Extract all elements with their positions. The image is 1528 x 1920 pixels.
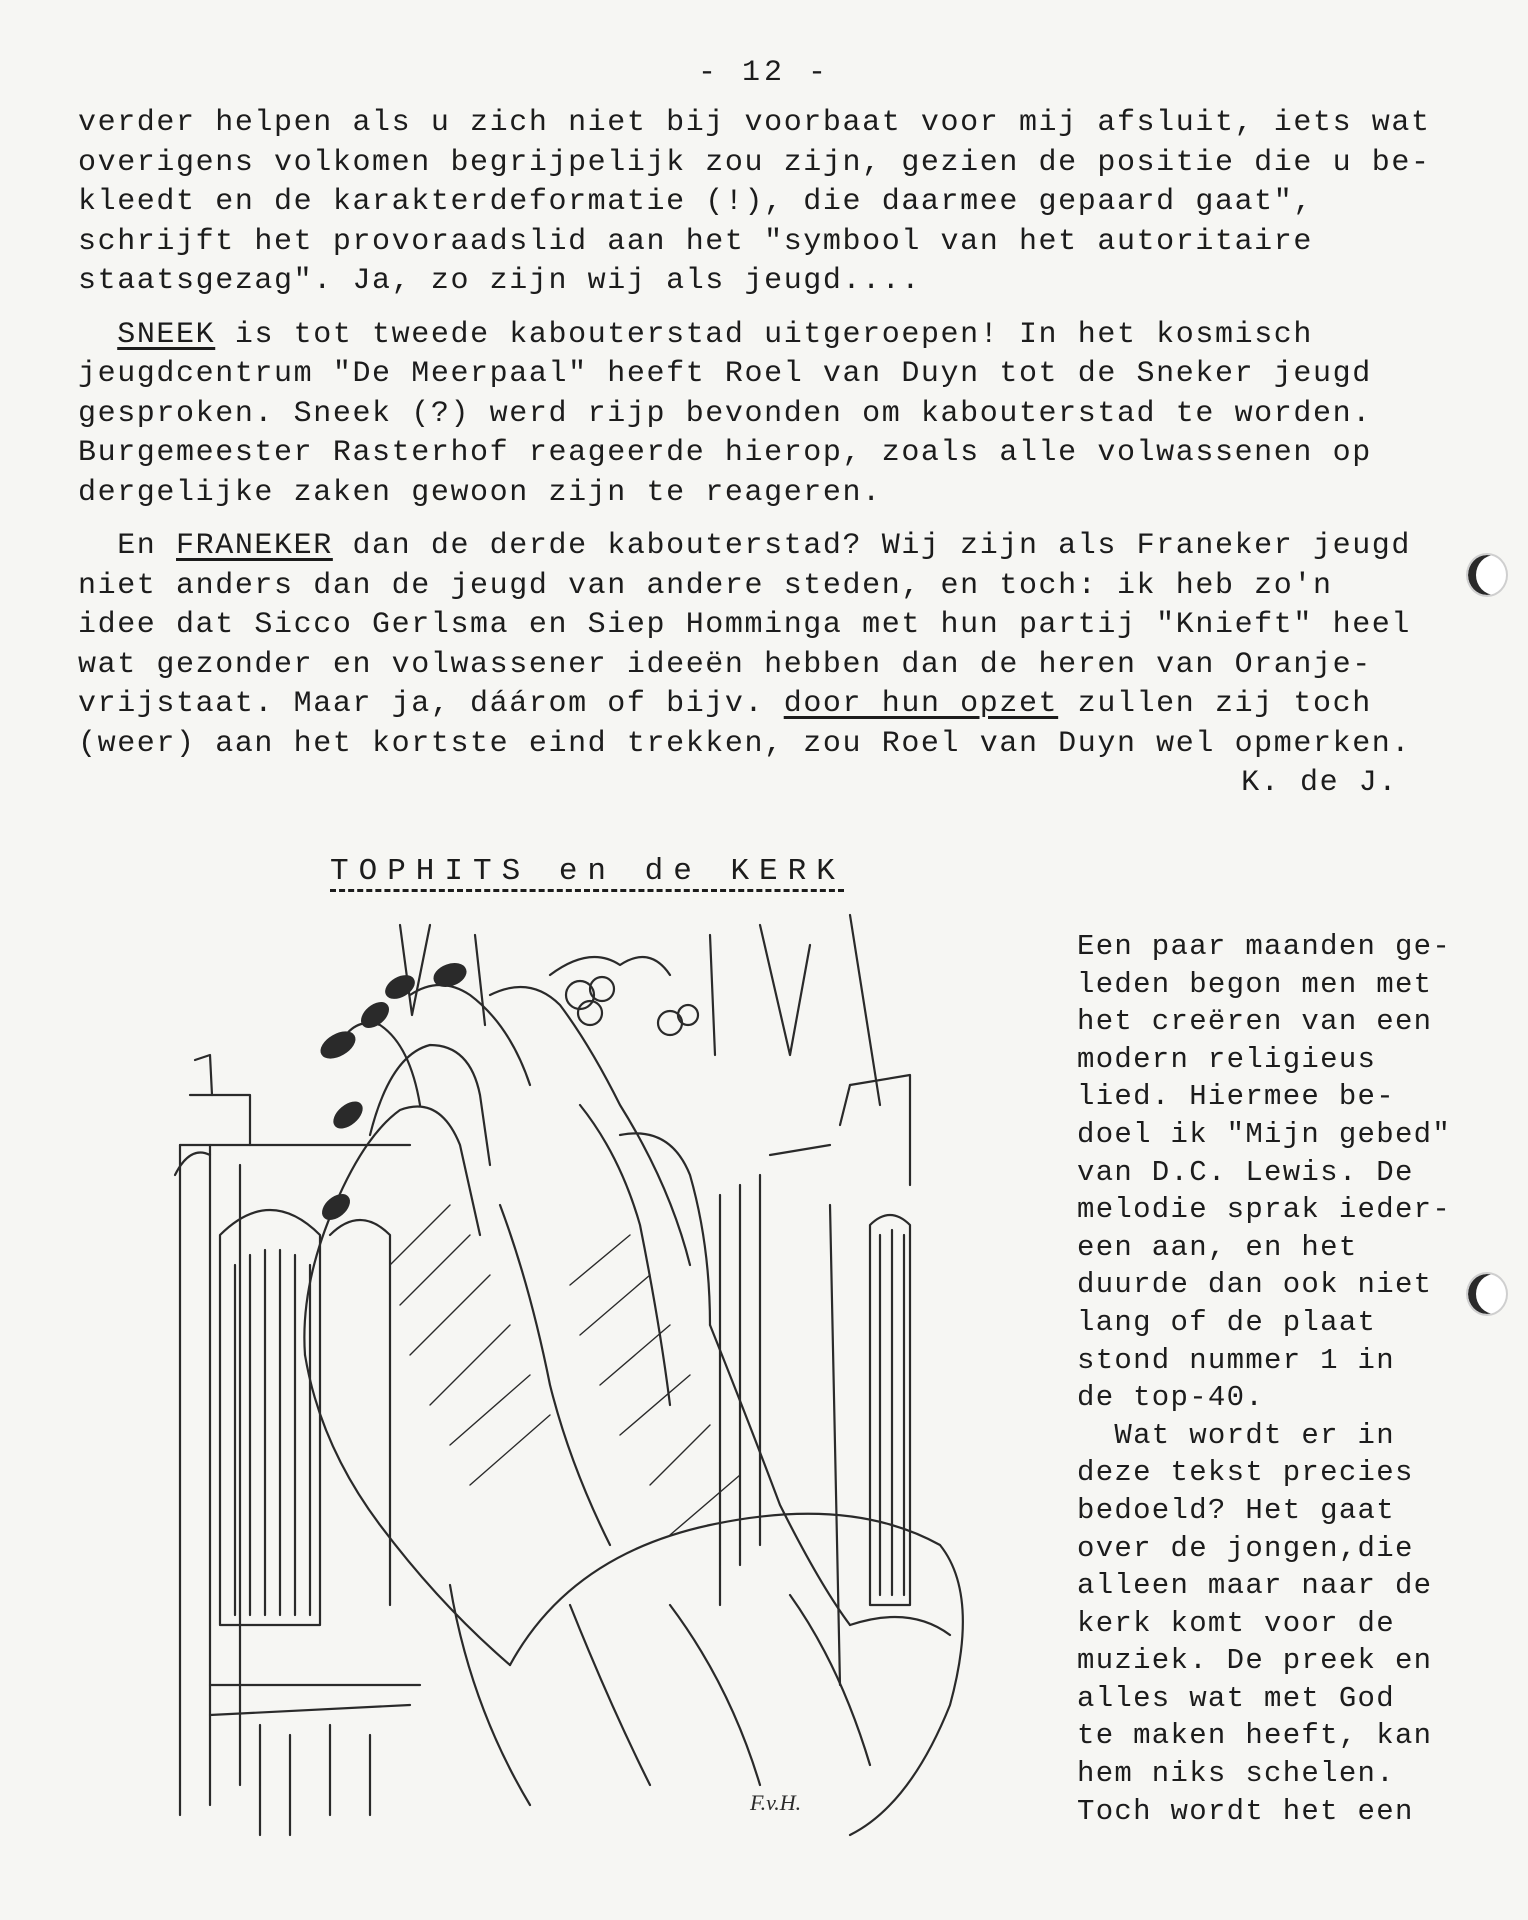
text-line: Toch wordt het een [1077, 1794, 1414, 1828]
text-line: dergelijke zaken gewoon zijn te reageren. [78, 475, 882, 510]
text-line: kleedt en de karakterdeformatie (!), die daarmee gepaard gaat", [78, 185, 1313, 219]
punch-hole-top [1466, 553, 1508, 597]
text-line: (weer) aan het kortste eind trekken, zou Roel van Duyn wel opmerken. [78, 726, 1411, 761]
page-number: - 12 - [697, 56, 831, 90]
indent [78, 318, 117, 352]
text-line: over de jongen,die [1077, 1531, 1414, 1565]
underlined-franeker: FRANEKER [176, 529, 333, 563]
text-line: deze tekst precies [1077, 1456, 1414, 1490]
text-line: Een paar maanden ge- [1077, 930, 1452, 963]
praying-hands-illustration [150, 905, 1080, 1845]
text-line: jeugdcentrum "De Meerpaal" heeft Roel van Duyn tot de Sneker jeugd [78, 357, 1372, 391]
text-line: Wat wordt er in [1077, 1418, 1395, 1452]
text-line: modern religieus [1077, 1042, 1377, 1076]
paragraph-2 [78, 316, 1478, 514]
text-line: stond nummer 1 in [1077, 1343, 1395, 1377]
underlined-phrase: door hun opzet [783, 687, 1059, 721]
author-signature: K. de J. [1241, 766, 1398, 800]
text-line: hem niks schelen. [1077, 1757, 1395, 1791]
text-line: het creëren van een [1077, 1005, 1433, 1039]
text-segment: dan de derde kabouterstad? Wij zijn als Franeker jeugd [332, 529, 1412, 563]
text-segment: En [78, 529, 177, 563]
text-line: doel ik "Mijn gebed" [1077, 1117, 1452, 1151]
text-segment: is tot tweede kabouterstad uitgeroepen! In het kosmisch [215, 317, 1313, 352]
article-text-side [1077, 928, 1517, 1830]
text-line: leden begon men met [1077, 967, 1433, 1001]
text-line: van D.C. Lewis. De [1077, 1155, 1414, 1189]
article-title: TOPHITS en de KERK [330, 854, 845, 889]
text-line: kerk komt voor de [1077, 1606, 1395, 1640]
text-line: verder helpen als u zich niet bij voorbaat voor mij afsluit, iets wat [78, 106, 1431, 140]
text-segment: vrijstaat. Maar ja, dáárom of bijv. [78, 687, 784, 721]
text-line: bedoeld? Het gaat [1077, 1493, 1395, 1527]
text-line: idee dat Sicco Gerlsma en Siep Homminga met hun partij "Knieft" heel [78, 608, 1411, 642]
article-text-top [78, 104, 1478, 818]
text-segment: zullen zij toch [1058, 687, 1372, 721]
text-line: Burgemeester Rasterhof reageerde hierop, zoals alle volwassenen op [78, 436, 1372, 470]
text-line: lang of de plaat [1077, 1305, 1377, 1339]
paragraph-1 [78, 104, 1478, 302]
text-line: de top-40. [1077, 1381, 1265, 1415]
underlined-sneek: SNEEK [117, 317, 216, 352]
text-line: schrijft het provoraadslid aan het "symbool van het autoritaire [78, 224, 1313, 259]
text-line: melodie sprak ieder- [1077, 1193, 1452, 1227]
text-line: een aan, en het [1077, 1230, 1358, 1264]
text-line: te maken heeft, kan [1077, 1719, 1433, 1753]
text-line [78, 685, 1478, 725]
punch-hole-bottom [1466, 1272, 1508, 1316]
text-line: duurde dan ook niet [1077, 1268, 1433, 1302]
text-line: alles wat met God [1077, 1681, 1395, 1715]
text-line: niet anders dan de jeugd van andere steden, en toch: ik heb zo'n [78, 568, 1333, 603]
text-line: muziek. De preek en [1077, 1644, 1433, 1678]
text-line: gesproken. Sneek (?) werd rijp bevonden om kabouterstad te worden. [78, 396, 1372, 431]
text-line [78, 316, 1478, 356]
text-line: staatsgezag". Ja, zo zijn wij als jeugd.... [78, 264, 921, 298]
text-line: lied. Hiermee be- [1077, 1080, 1395, 1114]
paragraph-3 [78, 527, 1478, 804]
text-line: wat gezonder en volwassener ideeën hebben dan de heren van Oranje- [78, 647, 1372, 682]
text-line [78, 527, 1478, 567]
illustrator-signature: F.v.H. [750, 1790, 802, 1815]
text-line: overigens volkomen begrijpelijk zou zijn, gezien de positie die u be- [78, 145, 1431, 180]
text-line: alleen maar naar de [1077, 1569, 1433, 1603]
